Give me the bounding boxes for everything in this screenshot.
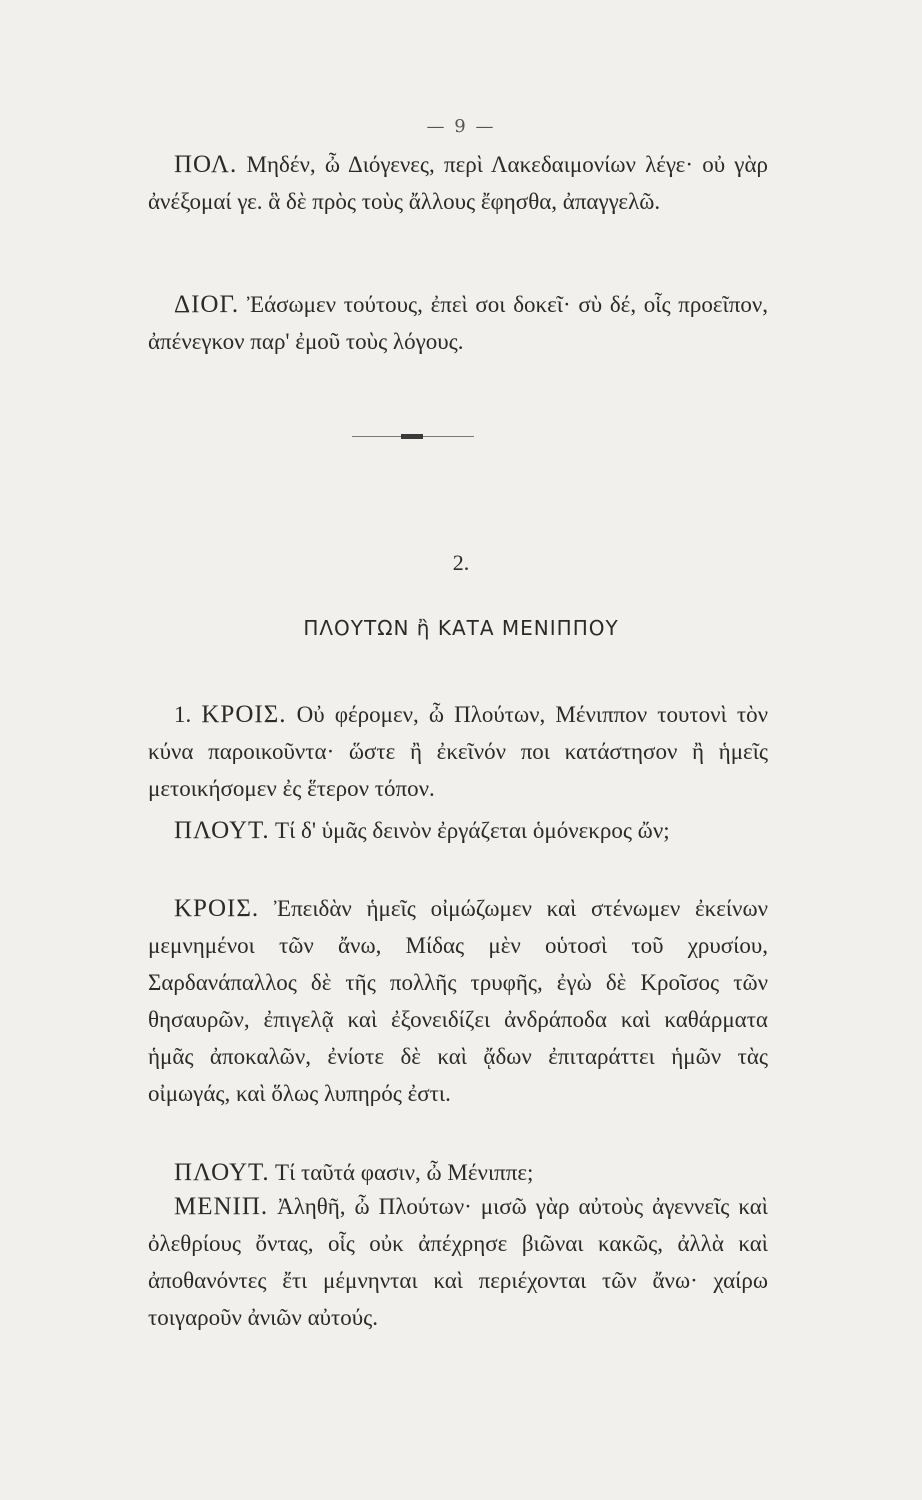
dialogue-text: Ἐάσωμεν τούτους, ἐπεὶ σοι δοκεῖ· σὺ δέ, οἷς προεῖπον, ἀπένεγκον παρ' ἐμοῦ τοὺς λόγους. [148, 292, 768, 354]
dialogue-text: Τί ταῦτά φασιν, ὦ Μένιππε; [269, 1160, 534, 1185]
dialogue-text: Μηδέν, ὦ Διόγενες, περὶ Λακεδαιμονίων λέγε· οὐ γὰρ ἀνέξομαί γε. ἃ δὲ πρὸς τοὺς ἄλλους ἔφησθα, ἀπαγγελῶ. [148, 152, 768, 214]
dialogue-text: Τί δ' ὑμᾶς δεινὸν ἐργάζεται ὁμόνεκρος ὤν; [269, 818, 670, 843]
chapter-title: ΠΛΟΥΤΩΝ ἢ ΚΑΤΑ ΜΕΝΙΠΠΟΥ [303, 616, 619, 640]
speaker-label: ΔΙΟΓ. [174, 291, 240, 318]
dialogue-paragraph-krois-1 [148, 696, 768, 807]
speaker-label: ΠΛΟΥΤ. [174, 817, 270, 844]
dialogue-text: Ἀληθῆ, ὦ Πλούτων· μισῶ γὰρ αὐτοὺς ἀγεννεῖς καὶ ὀλεθρίους ὄντας, οἷς οὐκ ἀπέχρησε βιῶναι κακῶς, ἀλλὰ καὶ ἀποθανόντες ἔτι μέμνηνται καὶ περιέχονται τῶν ἄνω· χαίρω τοιγαροῦν ἀνιῶν αὐτούς. [148, 1194, 768, 1330]
speaker-label: ΜΕΝΙΠ. [174, 1193, 269, 1220]
paragraph-number: 1. [174, 702, 192, 727]
dialogue-text: Οὐ φέρομεν, ὦ Πλούτων, Μένιππον τουτονὶ τὸν κύνα παροικοῦντα· ὥστε ἢ ἐκεῖνόν ποι κατάστησον ἢ ἡμεῖς μετοικήσομεν ἐς ἕτερον τόπον. [148, 702, 768, 801]
dialogue-text: Ἐπειδὰν ἡμεῖς οἰμώζωμεν καὶ στένωμεν ἐκείνων μεμνημένοι τῶν ἄνω, Μίδας μὲν οὑτοσὶ τοῦ χρυσίου, Σαρδανάπαλλος δὲ τῆς πολλῆς τρυφῆς, ἐγὼ δὲ Κροῖσος τῶν θησαυρῶν, ἐπιγελᾷ καὶ ἐξονειδίζει ἀνδράποδα καὶ καθάρματα ἡμᾶς ἀποκαλῶν, ἐνίοτε δὲ καὶ ᾄδων ἐπιταράττει ἡμῶν τὰς οἰμωγάς, καὶ ὅλως λυπηρός ἐστι. [148, 896, 768, 1106]
dialogue-paragraph-menip [148, 1188, 768, 1336]
dialogue-paragraph-krois-2 [148, 890, 768, 1112]
dialogue-paragraph-pol [148, 146, 768, 220]
dialogue-paragraph-plout-1 [148, 812, 768, 849]
page-number: — 9 — [426, 116, 496, 137]
speaker-label: ΠΛΟΥΤ. [174, 1159, 270, 1186]
section-divider-mark [401, 434, 423, 439]
dialogue-paragraph-diog [148, 286, 768, 360]
speaker-label: ΠΟΛ. [174, 151, 238, 178]
speaker-label: ΚΡΟΙΣ. [174, 895, 260, 922]
dialogue-paragraph-plout-2 [148, 1154, 768, 1191]
speaker-label: ΚΡΟΙΣ. [201, 701, 287, 728]
chapter-number: 2. [452, 550, 470, 575]
